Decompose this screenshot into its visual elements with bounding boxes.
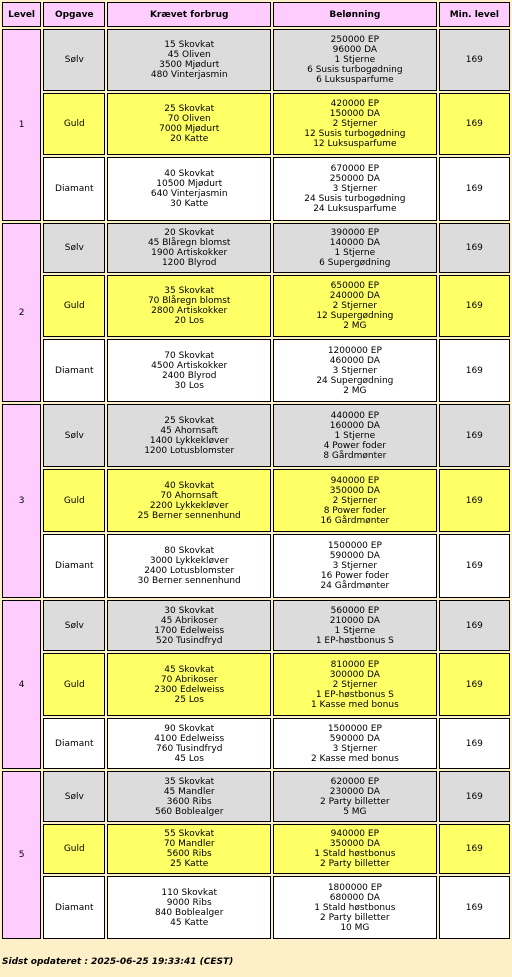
reward-cell [273,653,437,716]
requirement-cell [107,223,271,273]
task-cell: Guld [43,824,105,874]
task-cell: Sølv [43,404,105,467]
reward-cell [273,824,437,874]
min-level-cell: 169 [439,275,510,337]
table-row [2,653,510,716]
requirement-line: 2400 Lotusblomster [144,566,235,576]
requirement-line: 1700 Edelweiss [154,625,225,636]
requirement-cell [107,824,271,874]
task-cell: Guld [43,275,105,337]
header-level: Level [2,2,41,27]
requirement-line: 1200 Blyrod [161,258,217,268]
requirement-cell [107,29,271,91]
requirement-line: 25 Skovkat [164,104,215,114]
table-row [2,718,510,769]
reward-line: 24 Susis turbogødning [304,194,406,204]
reward-line: 1 Stald høstbonus [314,902,396,913]
requirement-line: 840 Boblealger [154,907,224,918]
requirement-line: 7000 Mjødurt [159,124,220,134]
reward-line: 3 Stjerner [332,365,378,376]
requirement-line: 70 Skovkat [164,350,215,361]
requirement-line: 70 Ahornsaft [160,490,219,501]
requirement-line: 35 Skovkat [164,776,215,787]
min-level-cell: 169 [439,157,510,221]
min-level-cell: 169 [439,469,510,532]
reward-line: 940000 EP [330,475,380,486]
requirement-line: 80 Skovkat [164,546,215,556]
requirement-line: 9000 Ribs [166,897,212,908]
table-row [2,876,510,939]
reward-line: 440000 EP [330,410,380,421]
requirement-line: 20 Los [174,316,204,326]
reward-cell [273,771,437,822]
table-row [2,157,510,221]
header-task: Opgave [43,2,105,27]
reward-line: 24 Supergødning [316,375,394,386]
reward-line: 8 Power foder [323,505,386,516]
table-row [2,93,510,155]
reward-line: 24 Gårdmønter [320,581,390,591]
task-cell: Diamant [43,157,105,221]
task-cell: Sølv [43,600,105,651]
reward-cell [273,469,437,532]
requirement-line: 40 Skovkat [164,480,215,491]
reward-line: 1 Stjerne [334,248,376,258]
requirement-line: 45 Skovkat [164,664,215,675]
min-level-cell: 169 [439,93,510,155]
reward-line: 16 Gårdmønter [320,515,390,526]
min-level-cell: 169 [439,29,510,91]
level-cell: 1 [2,29,41,221]
reward-line: 1 Stjerne [334,430,376,441]
requirement-line: 45 Ahornsaft [160,425,219,436]
requirement-cell [107,534,271,598]
requirement-line: 70 Blåregn blomst [147,296,231,306]
task-cell: Sølv [43,223,105,273]
requirement-cell [107,600,271,651]
min-level-cell: 169 [439,718,510,769]
reward-line: 12 Luksusparfume [313,139,397,149]
reward-line: 3 Stjerner [332,743,378,754]
reward-line: 560000 EP [330,605,380,616]
task-cell: Sølv [43,29,105,91]
requirement-line: 70 Abrikoser [160,674,218,685]
reward-line: 1 Kasse med bonus [310,699,399,710]
requirement-line: 25 Los [174,694,204,705]
task-cell: Guld [43,93,105,155]
min-level-cell: 169 [439,339,510,402]
reward-line: 810000 EP [330,659,380,670]
reward-line: 2 Stjerner [332,495,378,506]
reward-line: 16 Power foder [320,571,389,581]
reward-line: 590000 DA [329,551,380,561]
reward-line: 350000 DA [329,839,380,849]
last-updated: Sidst opdateret : 2025-06-25 19:33:41 (CEST) [2,957,234,967]
requirement-line: 25 Skovkat [164,415,215,426]
requirement-line: 760 Tusindfryd [156,743,223,754]
task-cell: Diamant [43,534,105,598]
task-cell: Guld [43,653,105,716]
level-cell: 2 [2,223,41,402]
reward-line: 940000 EP [330,829,380,839]
reward-line: 210000 DA [329,615,380,626]
requirement-line: 35 Skovkat [164,286,215,296]
requirement-cell [107,275,271,337]
reward-line: 6 Susis turbogødning [307,65,403,75]
requirement-line: 45 Blåregn blomst [147,238,231,248]
reward-cell [273,718,437,769]
table-row [2,771,510,822]
level-cell: 3 [2,404,41,598]
requirement-cell [107,93,271,155]
requirement-line: 480 Vinterjasmin [150,70,228,80]
reward-line: 160000 DA [329,420,380,431]
level-cell: 5 [2,771,41,939]
task-cell: Diamant [43,339,105,402]
reward-line: 10 MG [340,922,370,933]
header-reward: Belønning [273,2,437,27]
reward-line: 2 MG [343,385,367,396]
reward-cell [273,93,437,155]
reward-line: 8 Gårdmønter [323,450,387,461]
reward-line: 3 Stjerner [332,561,378,571]
table-row [2,223,510,273]
task-cell: Guld [43,469,105,532]
requirement-line: 2400 Blyrod [161,370,217,381]
requirement-line: 55 Skovkat [164,829,215,839]
reward-cell [273,876,437,939]
requirement-cell [107,157,271,221]
reward-line: 680000 DA [329,892,380,903]
reward-line: 390000 EP [330,228,380,238]
reward-line: 650000 EP [330,281,380,291]
requirement-line: 70 Mandler [163,839,215,849]
requirement-line: 1200 Lotusblomster [144,445,235,456]
reward-line: 1800000 EP [327,882,382,893]
requirement-line: 10500 Mjødurt [156,179,223,189]
requirement-line: 110 Skovkat [161,887,217,898]
task-cell: Sølv [43,771,105,822]
reward-line: 670000 EP [330,164,380,174]
reward-line: 300000 DA [329,669,380,680]
reward-line: 1 Stjerne [334,55,376,65]
reward-cell [273,534,437,598]
requirement-line: 20 Katte [170,134,209,144]
requirement-line: 25 Berner sennenhund [137,510,241,521]
requirement-cell [107,653,271,716]
min-level-cell: 169 [439,534,510,598]
requirement-line: 45 Abrikoser [160,615,218,626]
header-requirement: Krævet forbrug [107,2,271,27]
task-cell: Diamant [43,718,105,769]
reward-line: 5 MG [343,806,367,817]
min-level-cell: 169 [439,404,510,467]
table-row [2,29,510,91]
requirement-line: 25 Katte [170,859,209,869]
reward-line: 1500000 EP [327,723,382,734]
reward-line: 2 Stjerner [332,301,378,311]
reward-line: 24 Luksusparfume [313,204,397,214]
reward-line: 230000 DA [329,786,380,797]
requirement-line: 560 Boblealger [154,806,224,817]
reward-line: 1 EP-høstbonus S [315,689,394,700]
requirement-line: 15 Skovkat [164,40,215,50]
requirement-line: 4100 Edelweiss [154,733,225,744]
reward-line: 250000 DA [329,174,380,184]
min-level-cell: 169 [439,223,510,273]
reward-line: 1 EP-høstbonus S [315,635,394,646]
min-level-cell: 169 [439,771,510,822]
requirement-line: 3500 Mjødurt [159,60,220,70]
table-row [2,275,510,337]
requirement-line: 4500 Artiskokker [151,360,228,371]
requirement-line: 45 Los [174,753,204,764]
reward-line: 6 Luksusparfume [316,75,394,85]
table-body [2,29,510,939]
requirement-line: 20 Skovkat [164,228,215,238]
requirement-line: 5600 Ribs [166,849,212,859]
reward-cell [273,29,437,91]
reward-line: 240000 DA [329,291,380,301]
requirement-line: 70 Oliven [167,114,211,124]
requirement-cell [107,876,271,939]
requirement-cell [107,718,271,769]
requirement-line: 3000 Lykkekløver [149,556,229,566]
reward-line: 350000 DA [329,485,380,496]
reward-line: 6 Supergødning [319,258,391,268]
requirement-line: 520 Tusindfryd [156,635,223,646]
requirement-cell [107,771,271,822]
reward-line: 4 Power foder [323,440,386,451]
requirement-line: 90 Skovkat [164,723,215,734]
requirement-line: 30 Katte [170,199,209,209]
reward-line: 2 Kasse med bonus [310,753,399,764]
reward-line: 150000 DA [329,109,380,119]
reward-line: 620000 EP [330,776,380,787]
reward-line: 2 MG [343,321,367,331]
reward-line: 2 Stjerner [332,119,378,129]
reward-cell [273,404,437,467]
reward-line: 12 Supergødning [316,311,394,321]
reward-cell [273,157,437,221]
requirement-line: 1900 Artiskokker [151,248,228,258]
requirement-line: 45 Oliven [167,50,211,60]
reward-line: 1 Stald høstbonus [314,849,396,859]
requirement-cell [107,404,271,467]
requirement-line: 2300 Edelweiss [154,684,225,695]
reward-line: 12 Susis turbogødning [304,129,406,139]
requirement-cell [107,469,271,532]
requirement-line: 45 Mandler [163,786,215,797]
table-row [2,469,510,532]
requirement-line: 30 Los [174,380,204,391]
reward-line: 2 Stjerner [332,679,378,690]
reward-cell [273,600,437,651]
header-row [2,2,510,27]
requirement-line: 2200 Lykkekløver [149,500,229,511]
requirement-cell [107,339,271,402]
header-min-level: Min. level [439,2,510,27]
requirement-line: 3600 Ribs [166,796,212,807]
reward-line: 460000 DA [329,355,380,366]
requirement-line: 30 Berner sennenhund [137,576,241,586]
requirement-line: 1400 Lykkekløver [149,435,229,446]
reward-line: 96000 DA [332,45,378,55]
reward-line: 590000 DA [329,733,380,744]
requirement-line: 45 Katte [170,917,209,928]
requirement-line: 30 Skovkat [164,605,215,616]
reward-line: 1500000 EP [327,541,382,551]
reward-line: 140000 DA [329,238,380,248]
reward-line: 1200000 EP [327,345,382,356]
reward-line: 2 Party billetter [320,796,390,807]
reward-line: 2 Party billetter [320,859,390,869]
min-level-cell: 169 [439,824,510,874]
reward-line: 2 Party billetter [320,912,390,923]
min-level-cell: 169 [439,600,510,651]
min-level-cell: 169 [439,876,510,939]
min-level-cell: 169 [439,653,510,716]
requirement-line: 40 Skovkat [164,169,215,179]
reward-line: 1 Stjerne [334,625,376,636]
reward-cell [273,223,437,273]
requirement-line: 640 Vinterjasmin [150,189,228,199]
requirement-line: 2800 Artiskokker [151,306,228,316]
table-row [2,824,510,874]
table-row [2,339,510,402]
level-cell: 4 [2,600,41,769]
table-row [2,404,510,467]
reward-line: 3 Stjerner [332,184,378,194]
table-row [2,600,510,651]
table-row [2,534,510,598]
task-cell: Diamant [43,876,105,939]
reward-cell [273,275,437,337]
reward-line: 250000 EP [330,35,380,45]
reward-line: 420000 EP [330,99,380,109]
reward-cell [273,339,437,402]
